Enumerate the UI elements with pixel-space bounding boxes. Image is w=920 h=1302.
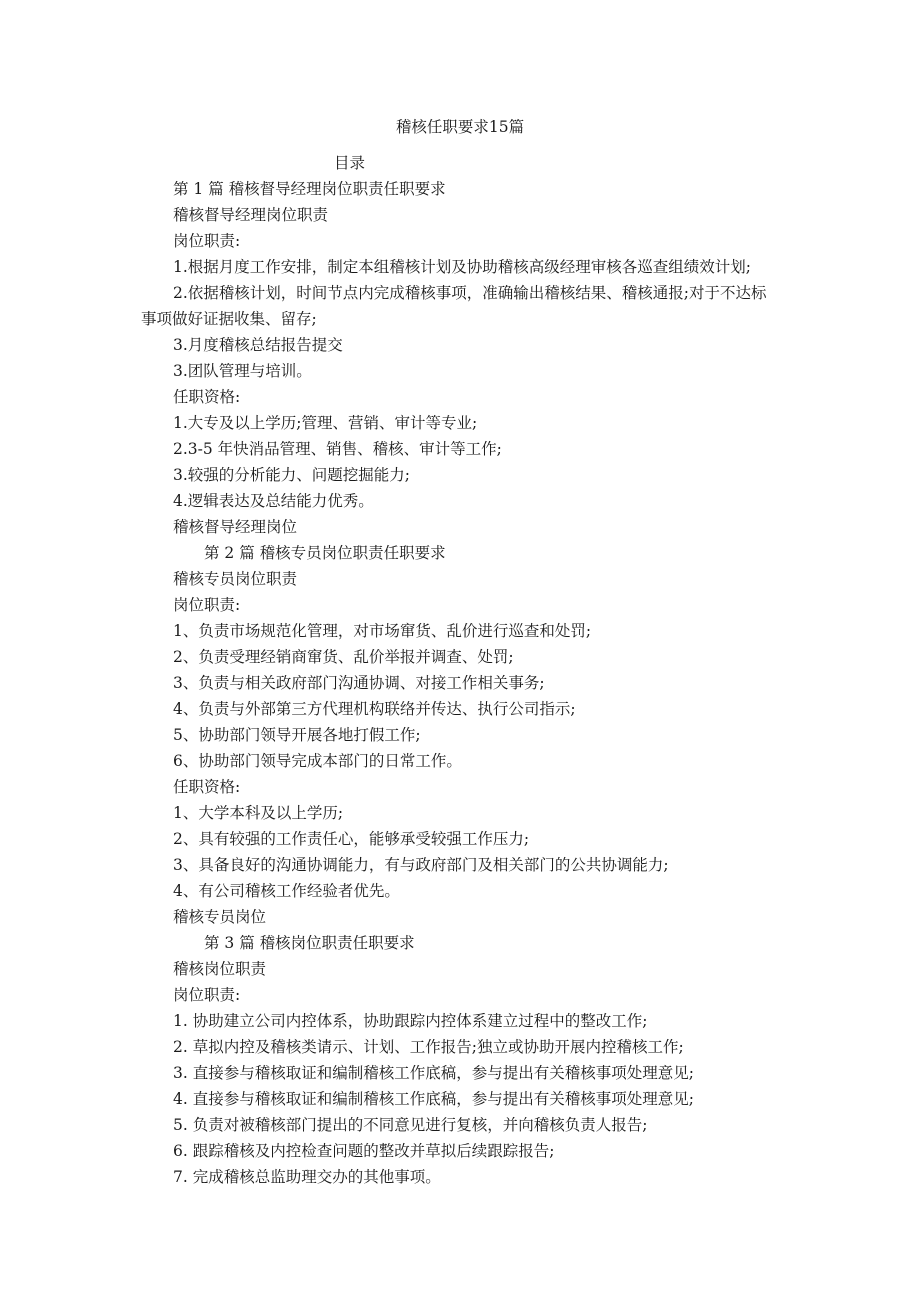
document-title: 稽核任职要求15篇 <box>395 118 525 136</box>
list-item: 1.大专及以上学历;管理、营销、审计等专业; <box>173 414 478 432</box>
list-item: 3.月度稽核总结报告提交 <box>173 336 343 354</box>
toc-heading: 目录 <box>334 154 366 172</box>
list-item: 2.依据稽核计划，时间节点内完成稽核事项，准确输出稽核结果、稽核通报;对于不达标 <box>173 284 767 302</box>
list-item: 3、具备良好的沟通协调能力，有与政府部门及相关部门的公共协调能力; <box>173 856 669 874</box>
list-item: 3. 直接参与稽核取证和编制稽核工作底稿，参与提出有关稽核事项处理意见; <box>173 1064 694 1082</box>
list-item: 2、负责受理经销商窜货、乱价举报并调查、处罚; <box>173 648 514 666</box>
list-item: 3、负责与相关政府部门沟通协调、对接工作相关事务; <box>173 674 545 692</box>
list-item: 5. 负责对被稽核部门提出的不同意见进行复核，并向稽核负责人报告; <box>173 1116 648 1134</box>
list-item: 6、协助部门领导完成本部门的日常工作。 <box>173 752 462 770</box>
section-heading-1: 第 1 篇 稽核督导经理岗位职责任职要求 <box>173 180 446 198</box>
section-footer: 稽核督导经理岗位 <box>173 518 298 536</box>
list-item: 1. 协助建立公司内控体系，协助跟踪内控体系建立过程中的整改工作; <box>173 1012 648 1030</box>
list-item-continuation: 事项做好证据收集、留存; <box>141 310 317 328</box>
section-heading-3: 第 3 篇 稽核岗位职责任职要求 <box>204 934 415 952</box>
paragraph-label: 任职资格: <box>173 388 241 406</box>
list-item: 4.逻辑表达及总结能力优秀。 <box>173 492 374 510</box>
list-item: 1.根据月度工作安排，制定本组稽核计划及协助稽核高级经理审核各巡查组绩效计划; <box>173 258 752 276</box>
list-item: 5、协助部门领导开展各地打假工作; <box>173 726 421 744</box>
section-heading-2: 第 2 篇 稽核专员岗位职责任职要求 <box>204 544 446 562</box>
list-item: 3.团队管理与培训。 <box>173 362 312 380</box>
list-item: 4、有公司稽核工作经验者优先。 <box>173 882 400 900</box>
paragraph-label: 任职资格: <box>173 778 241 796</box>
list-item: 1、负责市场规范化管理，对市场窜货、乱价进行巡查和处罚; <box>173 622 592 640</box>
section-subtitle: 稽核岗位职责 <box>173 960 267 978</box>
list-item: 6. 跟踪稽核及内控检查问题的整改并草拟后续跟踪报告; <box>173 1142 555 1160</box>
list-item: 2. 草拟内控及稽核类请示、计划、工作报告;独立或协助开展内控稽核工作; <box>173 1038 684 1056</box>
list-item: 4、负责与外部第三方代理机构联络并传达、执行公司指示; <box>173 700 576 718</box>
paragraph-label: 岗位职责: <box>173 986 241 1004</box>
list-item: 1、大学本科及以上学历; <box>173 804 344 822</box>
paragraph-label: 岗位职责: <box>173 232 241 250</box>
section-footer: 稽核专员岗位 <box>173 908 267 926</box>
list-item: 7. 完成稽核总监助理交办的其他事项。 <box>173 1168 441 1186</box>
paragraph-label: 岗位职责: <box>173 596 241 614</box>
list-item: 4. 直接参与稽核取证和编制稽核工作底稿，参与提出有关稽核事项处理意见; <box>173 1090 694 1108</box>
list-item: 2、具有较强的工作责任心，能够承受较强工作压力; <box>173 830 530 848</box>
section-subtitle: 稽核专员岗位职责 <box>173 570 298 588</box>
list-item: 3.较强的分析能力、问题挖掘能力; <box>173 466 411 484</box>
section-subtitle: 稽核督导经理岗位职责 <box>173 206 329 224</box>
list-item: 2.3-5 年快消品管理、销售、稽核、审计等工作; <box>173 440 502 458</box>
